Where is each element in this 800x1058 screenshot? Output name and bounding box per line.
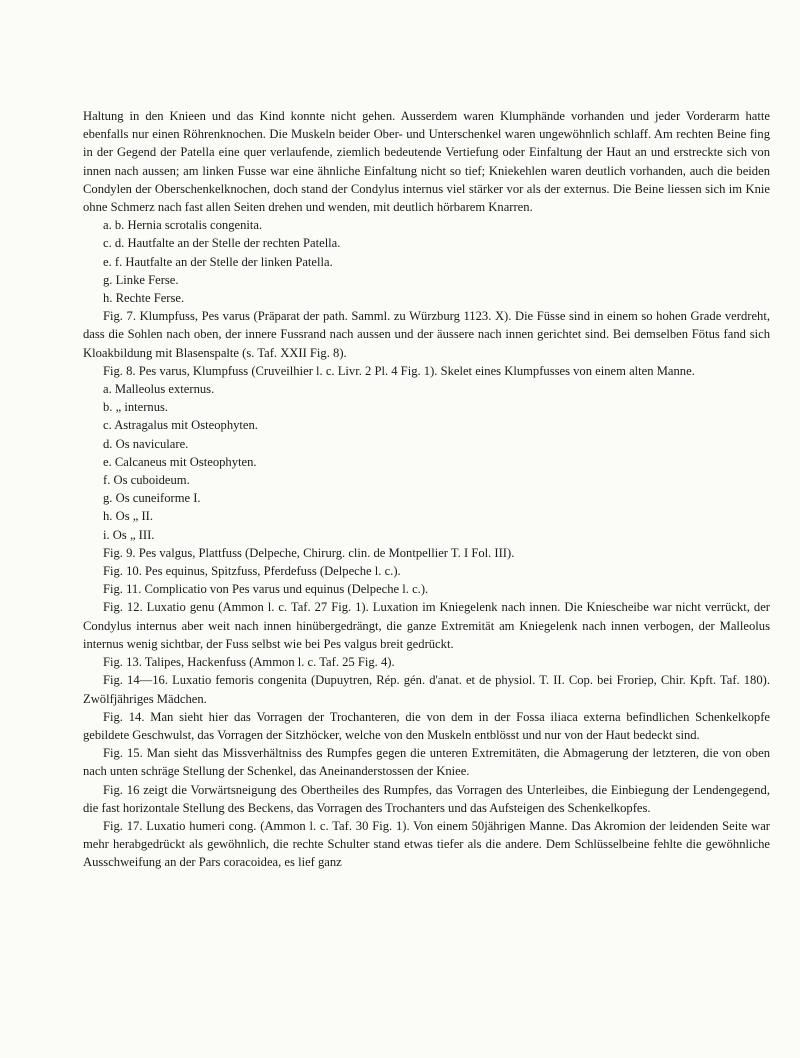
paragraph: Fig. 15. Man sieht das Missverhältniss des Rumpfes gegen die unteren Extremitäten, die Abmagerung der letzteren, die von oben nach unten schräge Stellung der Schenkel, das Aneinanderstossen der Kniee. (83, 746, 770, 779)
paragraph: Fig. 10. Pes equinus, Spitzfuss, Pferdefuss (Delpeche l. c.). (103, 564, 401, 579)
paragraph: Fig. 7. Klumpfuss, Pes varus (Präparat der path. Samml. zu Würzburg 1123. X). Die Füsse sind in einem so hohen Grade verdreht, dass die Sohlen nach oben, der innere Fussrand nach aussen und der äussere nach innen gerichtet sind. Bei demselben Fötus fand sich Kloakbildung mit Blasenspalte (s. Taf. XXII Fig. 8). (83, 309, 770, 360)
legend-item: e. Calcaneus mit Osteophyten. (103, 454, 257, 469)
legend-item: a. b. Hernia scrotalis congenita. (103, 218, 263, 233)
legend-item: i. Os „ III. (103, 527, 155, 542)
legend-item: c. Astragalus mit Osteophyten. (103, 418, 258, 433)
paragraph: Fig. 9. Pes valgus, Plattfuss (Delpeche, Chirurg. clin. de Montpellier T. I Fol. III). (103, 545, 515, 560)
paragraph: Fig. 14. Man sieht hier das Vorragen der Trochanteren, die von dem in der Fossa iliaca externa befindlichen Schenkelkopfe gebildete Geschwulst, das Vorragen der Sitzhöcker, welche von den Muskeln entblösst und nur von der Haut bedeckt sind. (83, 709, 770, 742)
paragraph: Fig. 12. Luxatio genu (Ammon l. c. Taf. 27 Fig. 1). Luxation im Kniegelenk nach innen. Die Kniescheibe war nicht verrückt, der Condylus internus aber weit nach innen hinübergedrängt, die ganze Extremität am Kniegelenk nach innen verbogen, der Malleolus internus wenig sichtbar, der Fuss selbst wie bei Pes valgus breit gedrückt. (83, 600, 770, 651)
paragraph: Fig. 17. Luxatio humeri cong. (Ammon l. c. Taf. 30 Fig. 1). Von einem 50jährigen Manne. Das Akromion der leidenden Seite war mehr herabgedrückt als gewöhnlich, die rechte Schulter stand etwas tiefer als die andere. Dem Schlüsselbeine fehlte die gewöhnliche Ausschweifung an der Pars coracoidea, es lief ganz (83, 818, 770, 870)
legend-item: e. f. Hautfalte an der Stelle der linken Patella. (103, 254, 333, 269)
paragraph: Fig. 16 zeigt die Vorwärtsneigung des Obertheiles des Rumpfes, das Vorragen des Unterleibes, die Einbiegung der Lendengegend, die fast horizontale Stellung des Beckens, das Vorragen des Trochanters und das Aufsteigen des Schenkelkopfes. (83, 782, 770, 815)
legend-item: a. Malleolus externus. (103, 382, 215, 397)
paragraph: Haltung in den Knieen und das Kind konnte nicht gehen. Ausserdem waren Klumphände vorhanden und jeder Vorderarm hatte ebenfalls nur einen Röhrenknochen. Die Muskeln beider Ober- und Unterschenkel waren ungewöhnlich schlaff. Am rechten Beine fing in der Gegend der Patella eine quer verlaufende, ziemlich bedeutende Vertiefung oder Einfaltung der Haut an und erstreckte sich von innen nach aussen; am linken Fusse war eine ähnliche Einfaltung nicht so tief; Kniekehlen waren deutlich vorhanden, auch die beiden Condylen der Oberschenkelknochen, doch stand der Condylus internus viel stärker vor als der externus. Die Beine liessen sich im Knie ohne Schmerz nach fast allen Seiten drehen und wenden, mit deutlich hörbarem Knarren. (83, 109, 770, 215)
legend-item: d. Os naviculare. (103, 436, 189, 451)
legend-item: g. Linke Ferse. (103, 272, 179, 287)
paragraph: Fig. 8. Pes varus, Klumpfuss (Cruveilhier l. c. Livr. 2 Pl. 4 Fig. 1). Skelet eines Klumpfusses von einem alten Manne. (103, 363, 695, 378)
legend-item: b. „ internus. (103, 400, 169, 415)
paragraph: Fig. 11. Complicatio von Pes varus und equinus (Delpeche l. c.). (103, 582, 429, 597)
legend-item: c. d. Hautfalte an der Stelle der rechten Patella. (103, 236, 341, 251)
paragraph: Fig. 13. Talipes, Hackenfuss (Ammon l. c. Taf. 25 Fig. 4). (103, 655, 395, 670)
document-body (83, 107, 770, 872)
paragraph: Fig. 14—16. Luxatio femoris congenita (Dupuytren, Rép. gén. d'anat. et de physiol. T. II. Cop. bei Froriep, Chir. Kpft. Taf. 180). Zwölfjähriges Mädchen. (83, 673, 770, 706)
legend-item: h. Os „ II. (103, 509, 154, 524)
legend-item: f. Os cuboideum. (103, 473, 190, 488)
legend-item: g. Os cuneiforme I. (103, 491, 201, 506)
legend-item: h. Rechte Ferse. (103, 291, 185, 306)
